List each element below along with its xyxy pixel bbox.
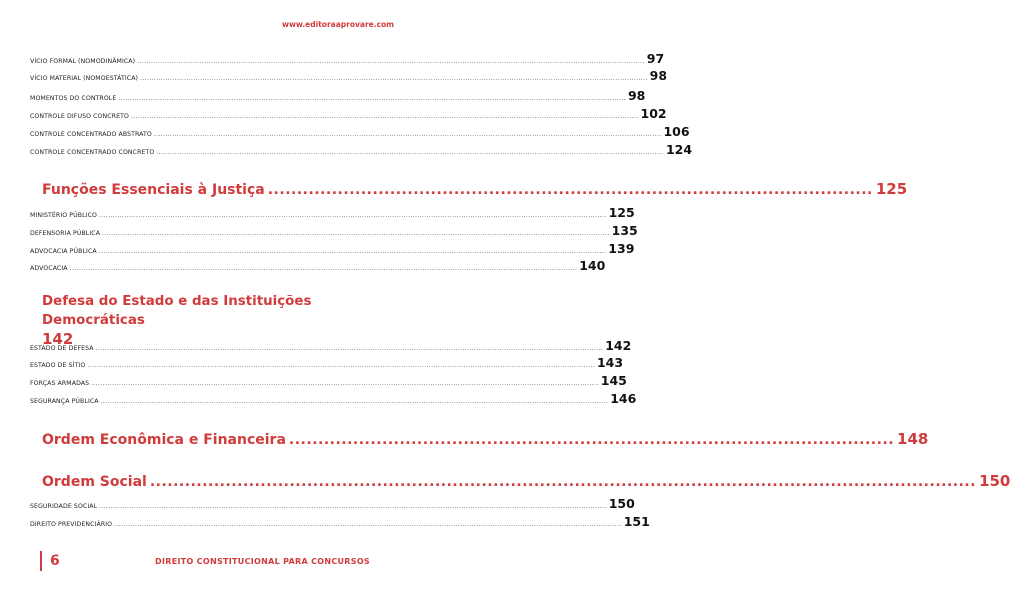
leader-dots: ............................................................................................................................................................................................................................ [95, 345, 604, 352]
header-url: www.editoraaprovare.com [282, 20, 394, 29]
toc-entry-label: MOMENTOS DO CONTROLE [30, 95, 117, 102]
leader-dots: ............................................................................................................................................................................................................................ [91, 380, 599, 387]
toc-entry-label: CONTROLE DIFUSO CONCRETO [30, 113, 129, 120]
toc-entry-label: ADVOCACIA PÚBLICA [30, 248, 97, 255]
toc-entry-label: VÍCIO FORMAL (NOMODINÂMICA) [30, 58, 136, 65]
toc-entry[interactable] [30, 106, 667, 121]
leader-dots: ............................................................................................................................................................................................................................ [69, 265, 578, 272]
toc-entry-label: ESTADO DE SÍTIO [30, 362, 86, 369]
section-page: 125 [875, 180, 908, 198]
toc-entry-label: ADVOCACIA [30, 265, 68, 272]
footer-divider [40, 551, 42, 571]
section-title: Ordem Social [42, 474, 147, 490]
toc-entry[interactable] [30, 68, 668, 83]
section-page: 150 [979, 472, 1010, 490]
toc-entry-page: 98 [649, 68, 668, 83]
toc-entry-page: 106 [663, 124, 690, 139]
leader-dots: ............................................................................................................................................................................................................................ [153, 131, 662, 138]
leader-dots: ............................................................................................................................................................................................................................ [156, 149, 664, 156]
toc-entry[interactable] [30, 338, 632, 353]
leader-dots: ............................................................................................................................................................................................................................ [140, 75, 648, 82]
leader-dots: ............................................................................................................................................................................................................................ [98, 248, 607, 255]
toc-entry-page: 140 [579, 258, 606, 273]
toc-entry-page: 146 [610, 391, 637, 406]
toc-entry[interactable] [30, 496, 635, 511]
leader-dots: ............................................................................................................................................................................................................................ [87, 362, 595, 369]
footer-page-number: 6 [50, 553, 60, 569]
toc-section-heading[interactable] [42, 180, 908, 198]
toc-entry[interactable] [30, 355, 624, 370]
leader-dots: .............................................................................................................................................. [149, 474, 977, 490]
toc-entry-label: CONTROLE CONCENTRADO ABSTRATO [30, 131, 152, 138]
leader-dots: ............................................................................................................................................................................................................................ [118, 95, 626, 102]
toc-section-heading[interactable] [42, 430, 929, 448]
toc-entry-label: DIREITO PREVIDENCIÁRIO [30, 521, 113, 528]
toc-entry-label: SEGURIDADE SOCIAL [30, 503, 98, 510]
leader-dots: ............................................................................................................................................................................................................................ [102, 230, 610, 237]
toc-entry-page: 102 [640, 106, 667, 121]
toc-entry-label: ESTADO DE DEFESA [30, 345, 94, 352]
leader-dots: ........................................................................................................ [288, 432, 895, 448]
toc-entry-page: 139 [608, 241, 635, 256]
toc-entry-label: MINISTÉRIO PÚBLICO [30, 212, 97, 219]
toc-entry-label: SEGURANÇA PÚBLICA [30, 398, 99, 405]
section-title: Ordem Econômica e Financeira [42, 432, 286, 448]
section-title: Funções Essenciais à Justiça [42, 182, 265, 198]
toc-entry-page: 150 [608, 496, 635, 511]
section-page: 148 [897, 430, 929, 448]
toc-entry-label: FORÇAS ARMADAS [30, 380, 90, 387]
toc-entry[interactable] [30, 241, 635, 256]
toc-section-heading[interactable] [42, 472, 1010, 490]
toc-entry-page: 124 [665, 142, 693, 157]
toc-entry[interactable] [30, 514, 650, 529]
toc-entry-page: 98 [627, 88, 646, 103]
toc-entry[interactable] [30, 373, 627, 388]
leader-dots: ............................................................................................................................................................................................................................ [98, 212, 607, 219]
toc-entry-label: DEFENSORIA PÚBLICA [30, 230, 101, 237]
toc-entry[interactable] [30, 124, 690, 139]
toc-entry-page: 125 [608, 205, 635, 220]
toc-entry-page: 151 [623, 514, 650, 529]
toc-entry[interactable] [30, 223, 638, 238]
leader-dots: ............................................................................................................................................................................................................................ [137, 58, 645, 65]
section-title: Defesa do Estado e das Instituições Democráticas [42, 294, 312, 328]
leader-dots: ............................................................................................................................................................................................................................ [130, 113, 639, 120]
toc-entry-page: 145 [600, 373, 627, 388]
toc-entry-page: 143 [596, 355, 624, 370]
toc-entry-label: VÍCIO MATERIAL (NOMOESTÁTICA) [30, 75, 139, 82]
leader-dots: ............................................................................................................................................................................................................................ [100, 398, 609, 405]
footer-book-title: DIREITO CONSTITUCIONAL PARA CONCURSOS [155, 557, 370, 566]
toc-entry[interactable] [30, 391, 637, 406]
leader-dots: ............................................................................................................................................................................................................................ [114, 521, 622, 528]
toc-entry[interactable] [30, 142, 693, 157]
toc-entry-page: 97 [646, 51, 665, 66]
section-page: 142 [42, 330, 74, 348]
toc-entry[interactable] [30, 88, 646, 103]
leader-dots: ........................................................................................................ [267, 182, 873, 198]
toc-entry-page: 135 [611, 223, 638, 238]
leader-dots: ............................................................................................................................................................................................................................ [99, 503, 607, 510]
toc-entry[interactable] [30, 205, 635, 220]
toc-entry[interactable] [30, 51, 665, 66]
toc-entry-page: 142 [605, 338, 632, 353]
toc-entry[interactable] [30, 258, 606, 273]
toc-entry-label: CONTROLE CONCENTRADO CONCRETO [30, 149, 155, 156]
